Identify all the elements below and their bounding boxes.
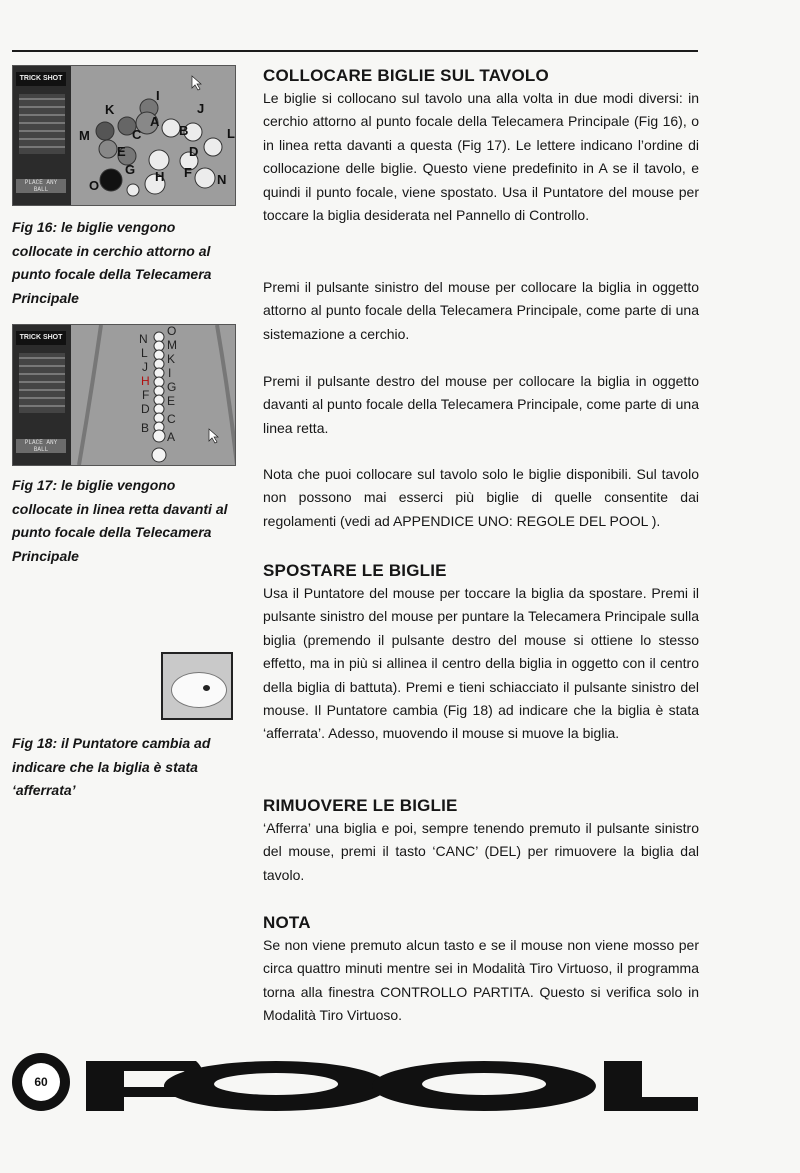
panel-title: TRICK SHOT [16,331,66,345]
ball-label-o: O [89,178,100,193]
grabbed-ball-icon [171,672,227,708]
place-any-ball-label: PLACE ANY BALL [16,439,66,453]
page-number-badge [12,1053,70,1111]
ball-label-b: B [179,123,189,138]
ball-label-i: I [156,88,160,103]
section-paragraph: Premi il pulsante destro del mouse per collocare la biglia in oggetto davanti al punto focale della Telecamera Principale, come parte di una linea retta. [263,373,699,436]
ball-label-h: H [155,169,165,184]
panel-title: TRICK SHOT [16,72,66,86]
ball-label-n: N [217,172,227,187]
ball-label-g: G [125,162,136,177]
section-paragraph: Nota che puoi collocare sul tavolo solo le biglie disponibili. Sul tavolo non possono mai esserci più biglie di quelle consentite dai regolamenti (vedi ad APPENDICE UNO: REGOLE DEL POOL ). [263,466,699,529]
ball-label-l: L [227,126,235,141]
left-label-n: N [139,332,148,346]
section-heading: RIMUOVERE LE BIGLIE [263,796,458,815]
ball-label-k: K [105,102,115,117]
mouse-pointer-icon [192,76,201,90]
fig17-caption: Fig 17: le biglie vengono collocate in linea retta davanti al punto focale della Telecamera Principale [12,477,228,564]
right-label-o: O [167,325,177,338]
section-heading: COLLOCARE BIGLIE SUL TAVOLO [263,66,549,85]
section-paragraph: Usa il Puntatore del mouse per toccare la biglia da spostare. Premi il pulsante sinistro del mouse per puntare la Telecamera Principale sulla biglia (premendo il pulsante destro del mouse si ottiene lo stesso effetto, ma in più si allinea il centro della biglia in oggetto con il centro della biglia di battuta). Premi e tieni schiacciato il pulsante sinistro del mouse. Il Puntatore cambia (Fig 18) ad indicare che la biglia è stata ‘afferrata’. Adesso, muovendo il mouse si muove la biglia. [263,585,699,742]
right-label-i: I [168,366,172,380]
left-label-b: B [141,421,150,435]
pool-logo [86,1057,702,1111]
ball-label-f: F [184,165,192,180]
right-label-g: G [167,380,177,394]
mouse-pointer-icon [209,429,218,443]
left-label-h: H [141,374,150,388]
ball-label-m: M [79,128,90,143]
table-view [71,325,235,465]
page-footer [12,1053,702,1117]
section-heading: NOTA [263,913,311,932]
section-paragraph: ‘Afferra’ una biglia e poi, sempre tenendo premuto il pulsante sinistro del mouse, premi il tasto ‘CANC’ (DEL) per rimuovere la biglia dal tavolo. [263,820,699,883]
fig18-caption: Fig 18: il Puntatore cambia ad indicare che la biglia è stata ‘afferrata’ [12,735,211,798]
figure-16-screenshot [12,65,236,206]
section-paragraph: Le biglie si collocano sul tavolo una alla volta in due modi diversi: in cerchio attorno al punto focale della Telecamera Principale (Fig 16), o in linea retta davanti a questa (Fig 17). Le lettere indicano l’ordine di collocazione delle biglie. Questo viene predefinito in A se il tavolo, e quindi il punto focale, viene spostato. Usa il Puntatore del mouse per toccare la biglia desiderata nel Pannello di Controllo. [263,90,699,224]
ball-label-c: C [132,127,142,142]
table-view [71,66,235,205]
ball-label-d: D [189,144,199,159]
fig16-caption: Fig 16: le biglie vengono collocate in cerchio attorno al punto focale della Telecamera Principale [12,219,212,306]
control-panel [13,325,71,465]
right-label-m: M [167,338,177,352]
ball-grid [19,353,65,413]
right-label-c: C [167,412,176,426]
left-label-l: L [141,346,148,360]
control-panel [13,66,71,205]
right-label-e: E [167,394,176,408]
left-label-j: J [142,360,148,374]
right-label-a: A [167,430,176,444]
section-paragraph: Se non viene premuto alcun tasto e se il mouse non viene mosso per circa quattro minuti mentre sei in Modalità Tiro Virtuoso, il programma torna alla finestra CONTROLLO PARTITA. Questo si verifica solo in Modalità Tiro Virtuoso. [263,937,699,1024]
figure-18-grab-pointer [161,652,233,720]
left-label-d: D [141,402,150,416]
ball-label-a: A [150,114,160,129]
section-heading: SPOSTARE LE BIGLIE [263,561,447,580]
header-rule [12,50,698,52]
ball-grid [19,94,65,154]
left-label-f: F [142,388,150,402]
place-any-ball-label: PLACE ANY BALL [16,179,66,193]
section-paragraph: Premi il pulsante sinistro del mouse per collocare la biglia in oggetto attorno al punto focale della Telecamera Principale, come parte di una sistemazione a cerchio. [263,279,699,342]
page-number: 60 [22,1063,60,1101]
figure-17-screenshot [12,324,236,466]
ball-label-j: J [197,101,205,116]
right-label-k: K [167,352,176,366]
ball-label-e: E [117,144,126,159]
